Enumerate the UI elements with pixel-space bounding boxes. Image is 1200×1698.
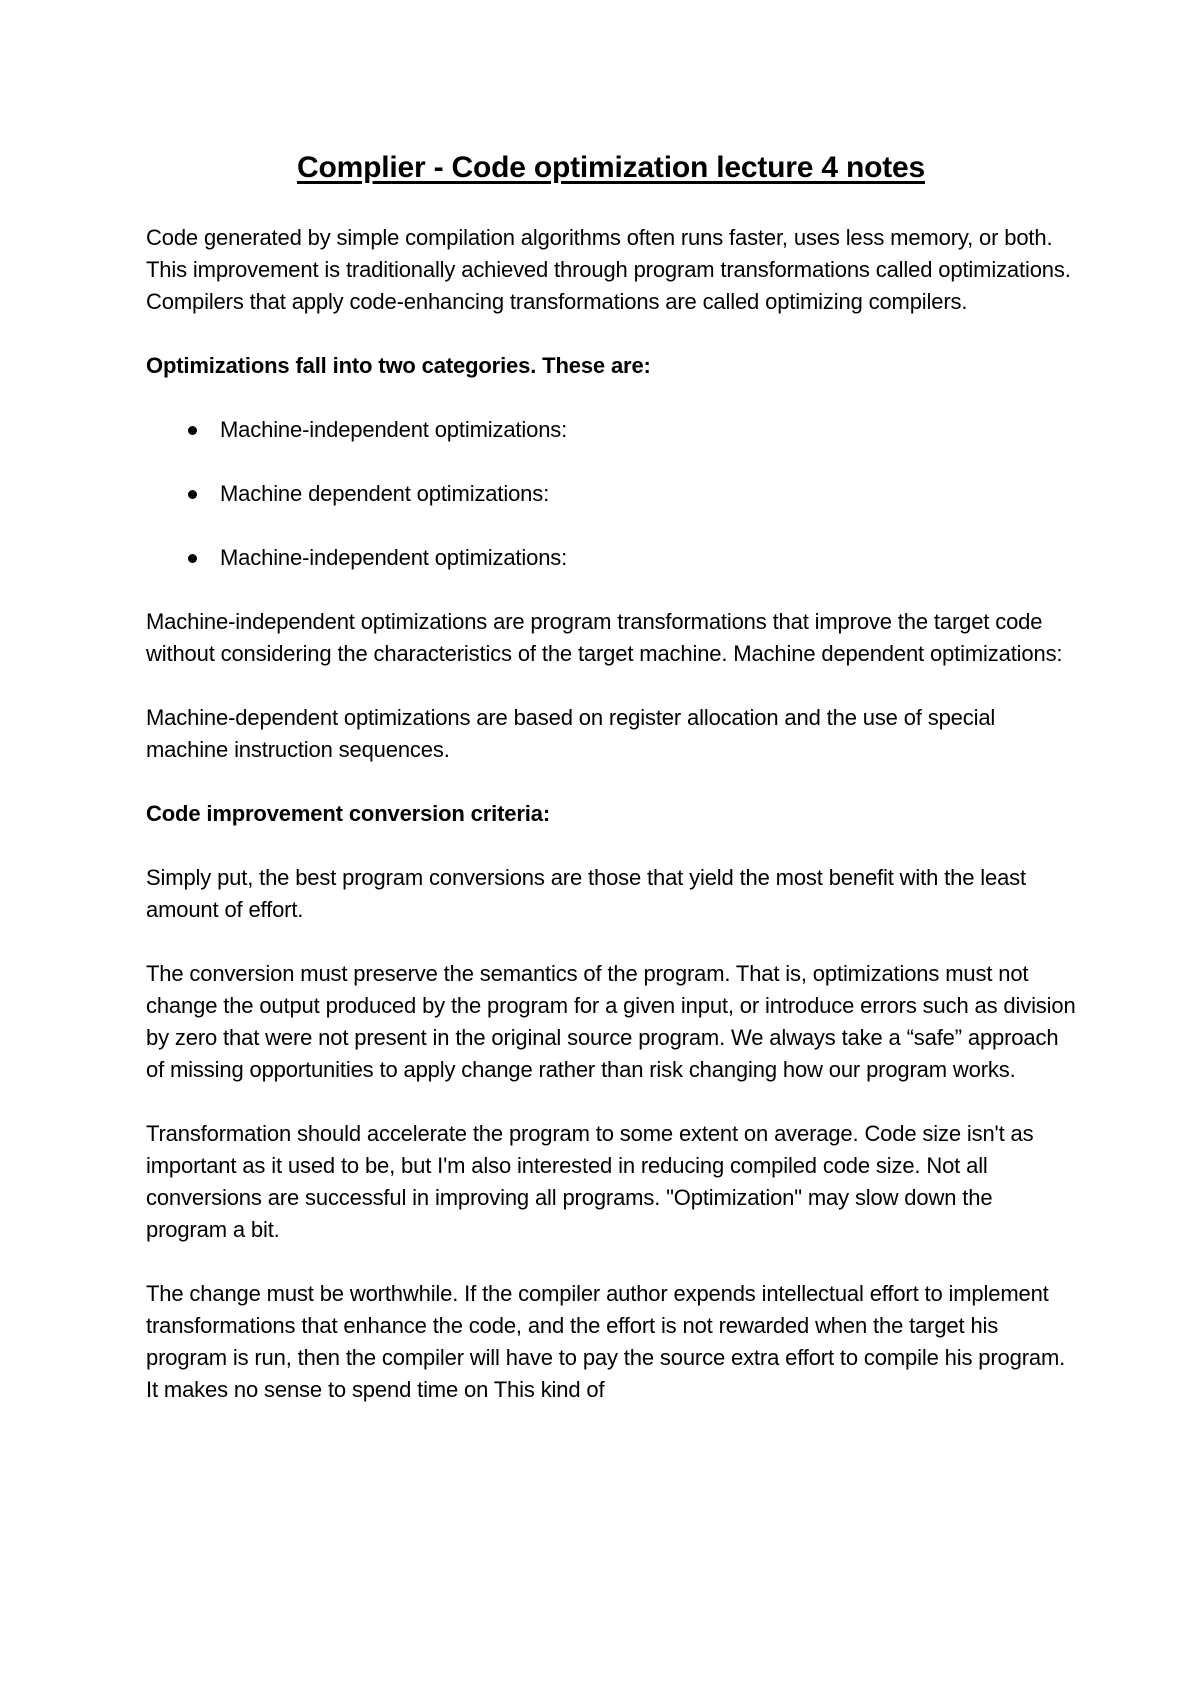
criteria-paragraph-benefit: Simply put, the best program conversions are those that yield the most benefit with the least amount of effort. [146, 865, 1026, 922]
document-title: Complier - Code optimization lecture 4 notes [297, 151, 925, 184]
machine-dependent-paragraph: Machine-dependent optimizations are based on register allocation and the use of special machine instruction sequences. [146, 705, 996, 762]
criteria-paragraph-semantics: The conversion must preserve the semantics of the program. That is, optimizations must not change the output produced by the program for a given input, or introduce errors such as division by zero that were not present in the original source program. We always take a “safe” approach of missing opportunities to apply change rather than risk changing how our program works. [146, 961, 1076, 1082]
bullet-icon [188, 426, 197, 435]
bullet-icon [188, 554, 197, 563]
list-item-text: Machine dependent optimizations: [220, 481, 550, 506]
machine-independent-paragraph: Machine-independent optimizations are program transformations that improve the target code without considering the characteristics of the target machine. Machine dependent optimizations: [146, 609, 1063, 666]
list-item-text: Machine-independent optimizations: [220, 417, 568, 442]
criteria-paragraph-worthwhile: The change must be worthwhile. If the compiler author expends intellectual effort to implement transformations that enhance the code, and the effort is not rewarded when the target his program is run, then the compiler will have to pay the source extra effort to compile his program. It makes no sense to spend time on This kind of [146, 1281, 1066, 1402]
list-item [146, 542, 1076, 574]
list-item [146, 478, 1076, 510]
list-item-text: Machine-independent optimizations: [220, 545, 568, 570]
document-body [146, 150, 1076, 1438]
intro-paragraph: Code generated by simple compilation algorithms often runs faster, uses less memory, or both. This improvement is traditionally achieved through program transformations called optimizations. Compilers that apply code-enhancing transformations are called optimizing compilers. [146, 225, 1071, 314]
criteria-heading: Code improvement conversion criteria: [146, 801, 551, 826]
categories-list [146, 414, 1076, 574]
list-item [146, 414, 1076, 446]
categories-heading: Optimizations fall into two categories. These are: [146, 353, 651, 378]
criteria-paragraph-speed: Transformation should accelerate the program to some extent on average. Code size isn't as important as it used to be, but I'm also interested in reducing compiled code size. Not all conversions are successful in improving all programs. "Optimization" may slow down the program a bit. [146, 1121, 1034, 1242]
bullet-icon [188, 490, 197, 499]
